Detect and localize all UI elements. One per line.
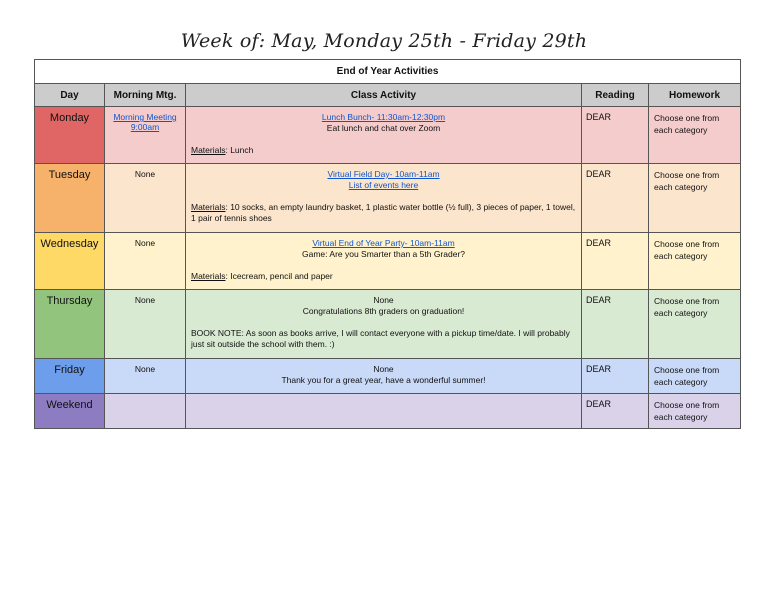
materials-line: [191, 271, 576, 282]
activity-cell: [186, 164, 582, 233]
lunch-bunch-link[interactable]: Lunch Bunch- 11:30am-12:30pm: [321, 112, 446, 122]
reading-cell: DEAR: [582, 359, 649, 394]
homework-cell: Choose one from each category: [649, 164, 741, 233]
field-day-link[interactable]: Virtual Field Day- 10am-11am: [327, 169, 440, 179]
table-row: [35, 164, 741, 233]
activity-description: Congratulations 8th graders on graduation!: [302, 306, 465, 316]
homework-cell: Choose one from each category: [649, 359, 741, 394]
materials-label: Materials: [191, 202, 226, 212]
morning-cell: [105, 394, 186, 429]
page-title: Week of: May, Monday 25th - Friday 29th: [180, 30, 588, 52]
materials-text: : Icecream, pencil and paper: [225, 271, 333, 281]
morning-meeting-link[interactable]: Morning Meeting 9:00am: [113, 112, 177, 132]
end-of-year-party-link[interactable]: Virtual End of Year Party- 10am-11am: [312, 238, 455, 248]
activity-cell: [186, 359, 582, 394]
homework-cell: Choose one from each category: [649, 233, 741, 290]
header-row: [35, 84, 741, 107]
book-note: BOOK NOTE: As soon as books arrive, I will contact everyone with a pickup time/date. I will probably just sit outside the school with them. :): [191, 328, 570, 349]
table-row: [35, 394, 741, 429]
homework-cell: Choose one from each category: [649, 107, 741, 164]
activity-description: Game: Are you Smarter than a 5th Grader?: [302, 249, 465, 259]
activity-cell: [186, 394, 582, 429]
day-cell: Weekend: [35, 394, 105, 429]
materials-line: [191, 202, 576, 224]
activity-cell: [186, 233, 582, 290]
morning-cell: [105, 107, 186, 164]
materials-text: : 10 socks, an empty laundry basket, 1 plastic water bottle (½ full), 3 pieces of paper, 1 towel, 1 pair of tennis shoes: [191, 202, 576, 223]
reading-cell: DEAR: [582, 107, 649, 164]
homework-cell: Choose one from each category: [649, 290, 741, 359]
day-cell: Friday: [35, 359, 105, 394]
reading-cell: DEAR: [582, 164, 649, 233]
morning-cell: None: [105, 359, 186, 394]
morning-cell: None: [105, 164, 186, 233]
day-cell: Wednesday: [35, 233, 105, 290]
table-row: [35, 359, 741, 394]
header-day: Day: [35, 84, 105, 107]
activity-description: Thank you for a great year, have a wonderful summer!: [281, 375, 486, 385]
table-row: [35, 290, 741, 359]
activity-title: None: [373, 364, 394, 374]
table-banner: End of Year Activities: [35, 60, 741, 84]
reading-cell: DEAR: [582, 394, 649, 429]
morning-cell: None: [105, 290, 186, 359]
list-of-events-link[interactable]: List of events here: [348, 180, 419, 190]
morning-cell: None: [105, 233, 186, 290]
activity-cell: [186, 107, 582, 164]
table-row: [35, 107, 741, 164]
activity-title: None: [373, 295, 394, 305]
activities-table: [34, 59, 741, 429]
activity-description: Eat lunch and chat over Zoom: [326, 123, 441, 133]
materials-line: [191, 145, 576, 156]
day-cell: Monday: [35, 107, 105, 164]
materials-label: Materials: [191, 145, 226, 155]
header-class-activity: Class Activity: [186, 84, 582, 107]
homework-cell: Choose one from each category: [649, 394, 741, 429]
table-row: [35, 233, 741, 290]
header-reading: Reading: [582, 84, 649, 107]
header-homework: Homework: [649, 84, 741, 107]
materials-text: : Lunch: [225, 145, 254, 155]
day-cell: Tuesday: [35, 164, 105, 233]
activity-cell: [186, 290, 582, 359]
reading-cell: DEAR: [582, 290, 649, 359]
reading-cell: DEAR: [582, 233, 649, 290]
header-morning-mtg: Morning Mtg.: [105, 84, 186, 107]
day-cell: Thursday: [35, 290, 105, 359]
materials-label: Materials: [191, 271, 226, 281]
